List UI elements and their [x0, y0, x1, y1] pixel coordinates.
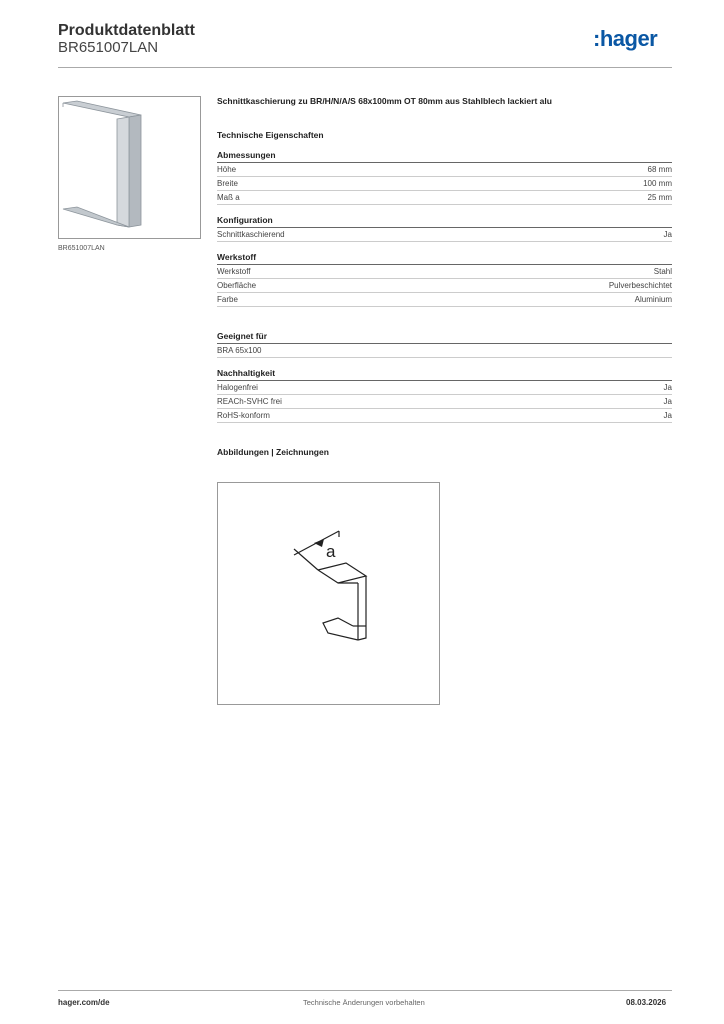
dimension-label: a — [326, 542, 336, 561]
vertical-plate — [358, 576, 366, 640]
top-flange — [318, 563, 366, 583]
arrow-head — [314, 539, 324, 547]
row-value: Aluminium — [634, 295, 672, 304]
row-value: 100 mm — [643, 179, 672, 188]
product-description: Schnittkaschierung zu BR/H/N/A/S 68x100mm OT 80mm aus Stahlblech lackiert alu — [217, 96, 552, 106]
table-row — [217, 344, 672, 358]
row-label: BRA 65x100 — [217, 346, 262, 355]
technical-drawing — [217, 482, 440, 705]
product-code: BR651007LAN — [58, 39, 159, 56]
table-row — [217, 191, 672, 205]
group-sustainability — [217, 368, 672, 423]
product-content — [217, 96, 672, 467]
row-value: 68 mm — [647, 165, 672, 174]
table-row — [217, 265, 672, 279]
table-row — [217, 409, 672, 423]
row-label: Werkstoff — [217, 267, 251, 276]
row-value: Pulverbeschichtet — [608, 281, 672, 290]
product-thumbnail — [58, 96, 201, 239]
row-label: Oberfläche — [217, 281, 257, 290]
spacer — [217, 317, 672, 331]
row-label: Breite — [217, 179, 238, 188]
row-label: RoHS-konform — [217, 411, 270, 420]
table-row — [217, 177, 672, 191]
technical-heading: Technische Eigenschaften — [217, 130, 324, 140]
row-value: 25 mm — [647, 193, 672, 202]
group-dimensions — [217, 150, 672, 205]
row-label: Farbe — [217, 295, 238, 304]
table-row — [217, 293, 672, 307]
table-row — [217, 163, 672, 177]
hager-logo[interactable]: :hager — [593, 26, 658, 51]
row-value: Ja — [663, 397, 672, 406]
row-label: Halogenfrei — [217, 383, 258, 392]
footer-website[interactable]: hager.com/de — [58, 998, 110, 1007]
footer-note: Technische Änderungen vorbehalten — [303, 998, 425, 1007]
page-title: Produktdatenblatt — [58, 22, 195, 39]
row-label: Schnittkaschierend — [217, 230, 285, 239]
footer-divider — [58, 990, 672, 991]
group-configuration — [217, 215, 672, 242]
header-divider — [58, 67, 672, 68]
group-title: Nachhaltigkeit — [217, 368, 672, 381]
table-row — [217, 228, 672, 242]
group-title: Werkstoff — [217, 252, 672, 265]
row-value: Ja — [663, 411, 672, 420]
drawing-svg — [218, 483, 439, 704]
group-title: Abmessungen — [217, 150, 672, 163]
group-title: Geeignet für — [217, 331, 672, 344]
row-label: Höhe — [217, 165, 237, 174]
group-suitable-for — [217, 331, 672, 358]
dimension-line — [294, 549, 318, 570]
bottom-flange — [323, 618, 358, 640]
drawings-heading: Abbildungen | Zeichnungen — [217, 447, 329, 457]
row-label: REACh-SVHC frei — [217, 397, 282, 406]
table-row — [217, 381, 672, 395]
table-row — [217, 279, 672, 293]
table-row — [217, 395, 672, 409]
row-label: Maß a — [217, 193, 240, 202]
product-photo — [59, 97, 200, 238]
spacer — [217, 433, 672, 447]
group-material — [217, 252, 672, 307]
thumbnail-caption: BR651007LAN — [58, 245, 105, 252]
row-value: Ja — [663, 230, 672, 239]
group-title: Konfiguration — [217, 215, 672, 228]
row-value: Stahl — [653, 267, 672, 276]
footer-date: 08.03.2026 — [626, 998, 667, 1007]
row-value: Ja — [663, 383, 672, 392]
